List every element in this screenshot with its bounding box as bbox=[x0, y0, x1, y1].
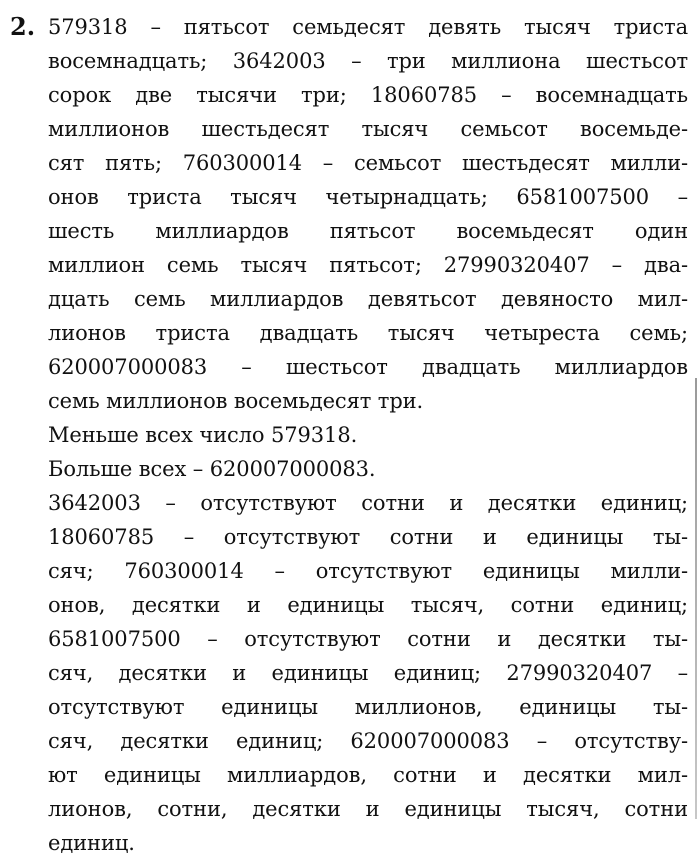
missing-digits-line: сяч; 760300014 – отсутствуют единицы милли- bbox=[48, 559, 688, 583]
answer-line: миллионов шестьдесят тысяч семьсот восемьде- bbox=[48, 117, 688, 141]
smallest-number-line: Меньше всех число 579318. bbox=[48, 423, 358, 447]
missing-digits-line: сяч, десятки единиц; 620007000083 – отсутству- bbox=[48, 729, 688, 753]
answer-line: сят пять; 760300014 – семьсот шестьдесят милли- bbox=[48, 151, 688, 175]
answer-line: семь миллионов восемьдесят три. bbox=[48, 389, 424, 413]
missing-digits-line: 6581007500 – отсутствуют сотни и десятки ты- bbox=[48, 627, 688, 651]
answer-line: шесть миллиардов пятьсот восемьдесят один bbox=[48, 219, 688, 243]
problem-2 bbox=[10, 10, 688, 860]
answer-line: восемнадцать; 3642003 – три миллиона шестьсот bbox=[48, 49, 688, 73]
problem-body bbox=[48, 10, 688, 860]
answer-line: сорок две тысячи три; 18060785 – восемнадцать bbox=[48, 83, 688, 107]
problem-number: 2. bbox=[10, 12, 36, 41]
missing-digits-line: 3642003 – отсутствуют сотни и десятки единиц; bbox=[48, 491, 688, 515]
missing-digits-line: лионов, сотни, десятки и единицы тысяч, сотни bbox=[48, 797, 688, 821]
missing-digits-line: сяч, десятки и единицы единиц; 27990320407 – bbox=[48, 661, 688, 685]
answer-line: 579318 – пятьсот семьдесят девять тысяч триста bbox=[48, 15, 688, 39]
missing-digits-line: ют единицы миллиардов, сотни и десятки мил- bbox=[48, 763, 688, 787]
missing-digits-line: 18060785 – отсутствуют сотни и единицы ты- bbox=[48, 525, 688, 549]
answer-line: онов триста тысяч четырнадцать; 6581007500 – bbox=[48, 185, 688, 209]
missing-digits-line: онов, десятки и единицы тысяч, сотни единиц; bbox=[48, 593, 688, 617]
missing-digits-line: единиц. bbox=[48, 831, 135, 855]
answer-line: лионов триста двадцать тысяч четыреста семь; bbox=[48, 321, 688, 345]
missing-digits-line: отсутствуют единицы миллионов, единицы ты- bbox=[48, 695, 688, 719]
answer-line: дцать семь миллиардов девятьсот девяносто мил- bbox=[48, 287, 688, 311]
largest-number-line: Больше всех – 620007000083. bbox=[48, 457, 376, 481]
answer-line: 620007000083 – шестьсот двадцать миллиардов bbox=[48, 355, 688, 379]
answer-line: миллион семь тысяч пятьсот; 27990320407 – два- bbox=[48, 253, 688, 277]
page-edge-rule bbox=[695, 378, 697, 819]
